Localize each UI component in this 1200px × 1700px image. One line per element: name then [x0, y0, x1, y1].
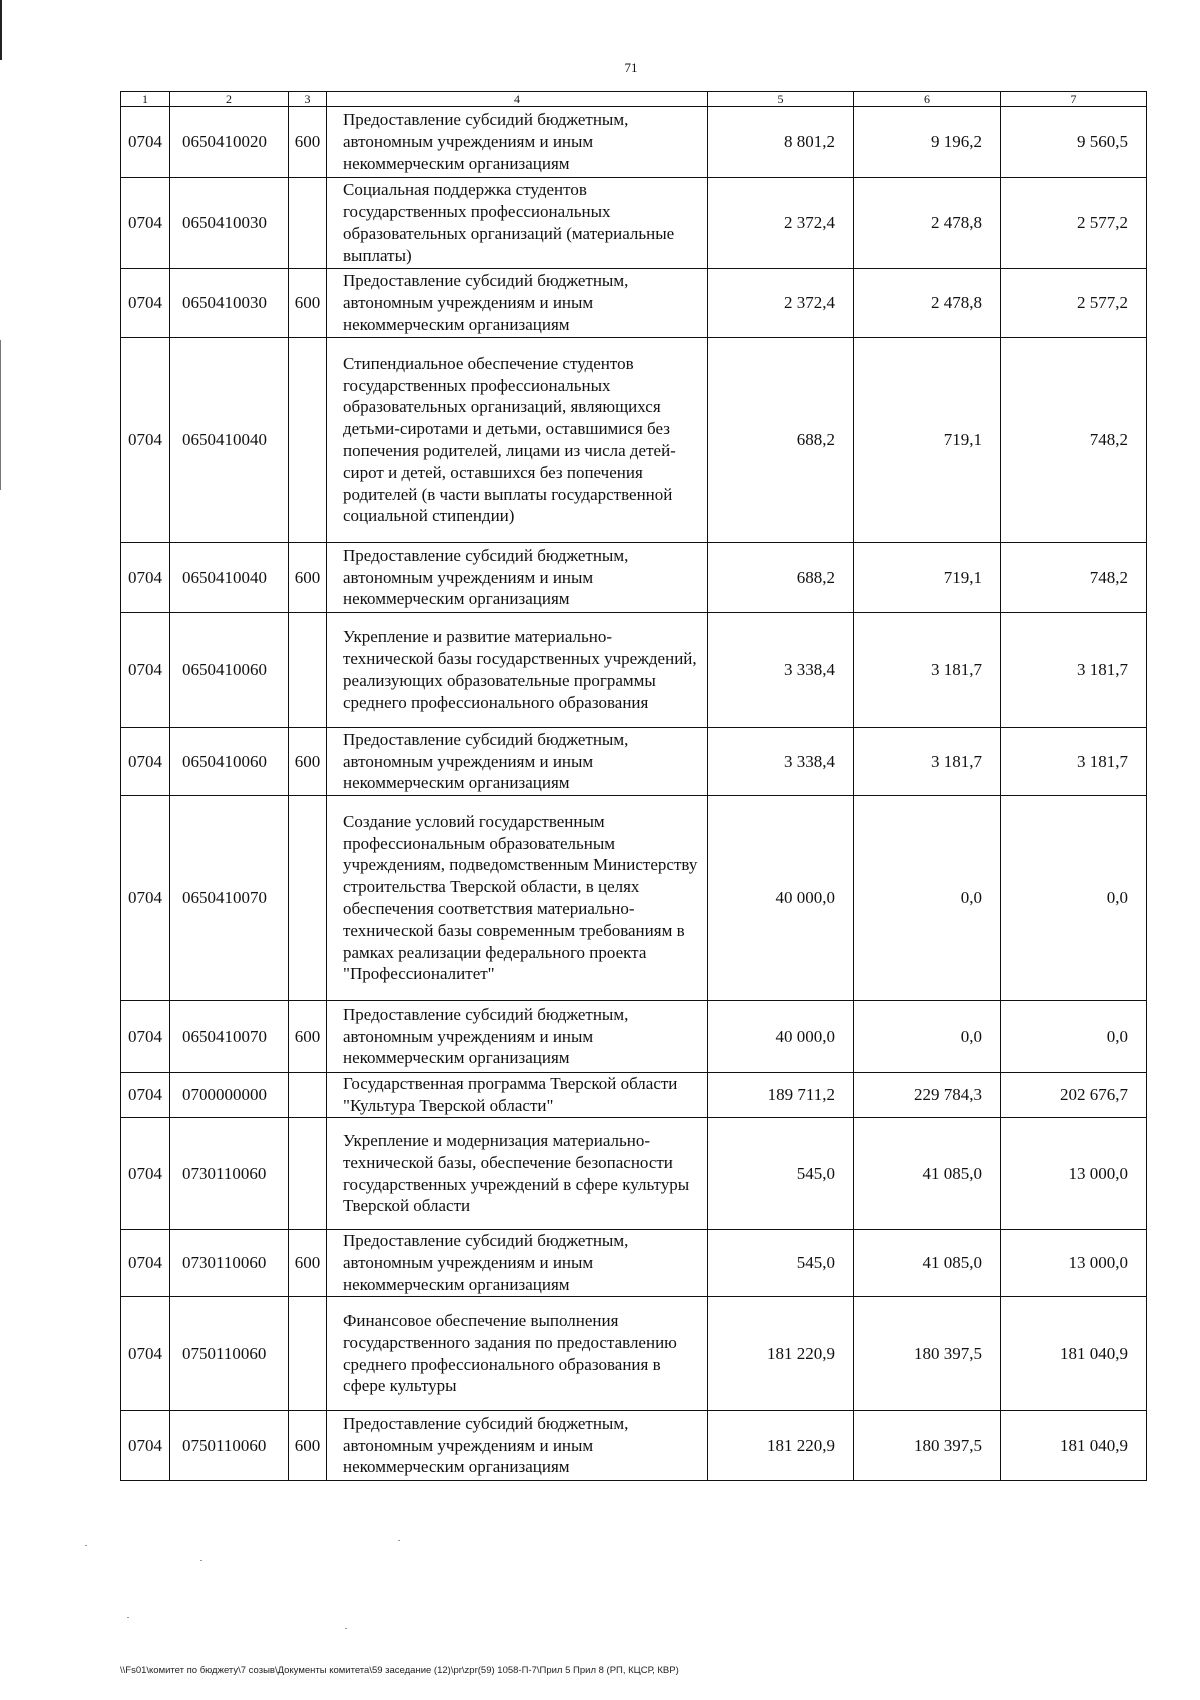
- amount-year2-cell: 229 784,3: [854, 1073, 1001, 1118]
- amount-year2-cell: 0,0: [854, 1001, 1001, 1073]
- item-name-cell: Укрепление и развитие материально-технической базы государственных учреждений, реализующих образовательные программы среднего профессионального образования: [327, 613, 708, 728]
- item-name-cell: Предоставление субсидий бюджетным, автономным учреждениям и иным некоммерческим организациям: [327, 1411, 708, 1481]
- target-article-cell: 0730110060: [170, 1230, 289, 1297]
- scan-speck: [85, 1545, 87, 1546]
- expense-type-cell: 600: [289, 543, 327, 613]
- item-name-cell: Предоставление субсидий бюджетным, автономным учреждениям и иным некоммерческим организациям: [327, 1230, 708, 1297]
- table-row: [121, 796, 1147, 1001]
- target-article-cell: 0730110060: [170, 1118, 289, 1230]
- column-header-2: 2: [170, 92, 289, 107]
- amount-year1-cell: 181 220,9: [708, 1411, 854, 1481]
- scan-speck: [127, 1617, 129, 1618]
- expense-type-cell: [289, 1297, 327, 1411]
- table-row: [121, 269, 1147, 338]
- expense-type-cell: 600: [289, 1230, 327, 1297]
- amount-year3-cell: 748,2: [1001, 543, 1147, 613]
- section-cell: 0704: [121, 1001, 170, 1073]
- expense-type-cell: 600: [289, 1411, 327, 1481]
- target-article-cell: 0650410030: [170, 269, 289, 338]
- expense-type-cell: [289, 613, 327, 728]
- item-name-cell: Создание условий государственным профессиональным образовательным учреждениям, подведомственным Министерству строительства Тверской области, в целях обеспечения соответствия материально-технической базы современным требованиям в рамках реализации федерального проекта "Профессионалитет": [327, 796, 708, 1001]
- amount-year1-cell: 8 801,2: [708, 107, 854, 178]
- section-cell: 0704: [121, 728, 170, 796]
- expense-type-cell: 600: [289, 269, 327, 338]
- amount-year3-cell: 13 000,0: [1001, 1118, 1147, 1230]
- amount-year3-cell: 748,2: [1001, 338, 1147, 543]
- section-cell: 0704: [121, 338, 170, 543]
- expense-type-cell: [289, 1118, 327, 1230]
- amount-year1-cell: 189 711,2: [708, 1073, 854, 1118]
- expense-type-cell: 600: [289, 728, 327, 796]
- column-header-5: 5: [708, 92, 854, 107]
- amount-year2-cell: 719,1: [854, 543, 1001, 613]
- expense-type-cell: 600: [289, 1001, 327, 1073]
- target-article-cell: 0650410020: [170, 107, 289, 178]
- scan-edge-mark: [0, 340, 1, 490]
- table-row: [121, 1230, 1147, 1297]
- amount-year2-cell: 180 397,5: [854, 1297, 1001, 1411]
- section-cell: 0704: [121, 1073, 170, 1118]
- section-cell: 0704: [121, 178, 170, 269]
- item-name-cell: Стипендиальное обеспечение студентов государственных профессиональных образовательных организаций, являющихся детьми-сиротами и детьми, оставшимися без попечения родителей, лицами из числа детей-сирот и детей, оставшихся без попечения родителей (в части выплаты государственной социальной стипендии): [327, 338, 708, 543]
- section-cell: 0704: [121, 1297, 170, 1411]
- amount-year3-cell: 3 181,7: [1001, 613, 1147, 728]
- item-name-cell: Предоставление субсидий бюджетным, автономным учреждениям и иным некоммерческим организациям: [327, 728, 708, 796]
- section-cell: 0704: [121, 543, 170, 613]
- amount-year2-cell: 2 478,8: [854, 269, 1001, 338]
- amount-year3-cell: 0,0: [1001, 796, 1147, 1001]
- amount-year2-cell: 41 085,0: [854, 1230, 1001, 1297]
- target-article-cell: 0650410070: [170, 1001, 289, 1073]
- target-article-cell: 0750110060: [170, 1297, 289, 1411]
- amount-year1-cell: 3 338,4: [708, 613, 854, 728]
- amount-year1-cell: 545,0: [708, 1230, 854, 1297]
- section-cell: 0704: [121, 269, 170, 338]
- scan-speck: [200, 1560, 202, 1561]
- amount-year2-cell: 41 085,0: [854, 1118, 1001, 1230]
- section-cell: 0704: [121, 1118, 170, 1230]
- amount-year2-cell: 3 181,7: [854, 613, 1001, 728]
- item-name-cell: Укрепление и модернизация материально-технической базы, обеспечение безопасности государственных учреждений в сфере культуры Тверской области: [327, 1118, 708, 1230]
- item-name-cell: Социальная поддержка студентов государственных профессиональных образовательных организаций (материальные выплаты): [327, 178, 708, 269]
- amount-year3-cell: 181 040,9: [1001, 1411, 1147, 1481]
- amount-year1-cell: 688,2: [708, 338, 854, 543]
- item-name-cell: Государственная программа Тверской области "Культура Тверской области": [327, 1073, 708, 1118]
- amount-year2-cell: 180 397,5: [854, 1411, 1001, 1481]
- column-header-4: 4: [327, 92, 708, 107]
- amount-year2-cell: 0,0: [854, 796, 1001, 1001]
- table-row: [121, 338, 1147, 543]
- amount-year3-cell: 181 040,9: [1001, 1297, 1147, 1411]
- amount-year1-cell: 40 000,0: [708, 1001, 854, 1073]
- amount-year1-cell: 181 220,9: [708, 1297, 854, 1411]
- page-number: 71: [624, 60, 638, 75]
- target-article-cell: 0650410060: [170, 728, 289, 796]
- table-row: [121, 1297, 1147, 1411]
- item-name-cell: Финансовое обеспечение выполнения государственного задания по предоставлению среднего профессионального образования в сфере культуры: [327, 1297, 708, 1411]
- amount-year1-cell: 2 372,4: [708, 178, 854, 269]
- header-row: [121, 92, 1147, 107]
- section-cell: 0704: [121, 1411, 170, 1481]
- amount-year1-cell: 545,0: [708, 1118, 854, 1230]
- target-article-cell: 0650410070: [170, 796, 289, 1001]
- amount-year1-cell: 688,2: [708, 543, 854, 613]
- amount-year2-cell: 3 181,7: [854, 728, 1001, 796]
- scan-edge-mark: [0, 0, 2, 60]
- amount-year2-cell: 719,1: [854, 338, 1001, 543]
- file-path-footer: \\Fs01\комитет по бюджету\7 созыв\Документы комитета\59 заседание (12)\pr\zpr(59) 1058-П-7\Прил 5 Прил 8 (РП, КЦСР, КВР): [120, 1665, 679, 1676]
- target-article-cell: 0700000000: [170, 1073, 289, 1118]
- amount-year3-cell: 202 676,7: [1001, 1073, 1147, 1118]
- amount-year3-cell: 2 577,2: [1001, 178, 1147, 269]
- amount-year3-cell: 9 560,5: [1001, 107, 1147, 178]
- amount-year1-cell: 2 372,4: [708, 269, 854, 338]
- column-header-7: 7: [1001, 92, 1147, 107]
- column-header-6: 6: [854, 92, 1001, 107]
- item-name-cell: Предоставление субсидий бюджетным, автономным учреждениям и иным некоммерческим организациям: [327, 107, 708, 178]
- column-header-3: 3: [289, 92, 327, 107]
- amount-year3-cell: 2 577,2: [1001, 269, 1147, 338]
- table-row: [121, 613, 1147, 728]
- table-row: [121, 543, 1147, 613]
- item-name-cell: Предоставление субсидий бюджетным, автономным учреждениям и иным некоммерческим организациям: [327, 1001, 708, 1073]
- amount-year3-cell: 3 181,7: [1001, 728, 1147, 796]
- table-row: [121, 107, 1147, 178]
- target-article-cell: 0650410040: [170, 543, 289, 613]
- section-cell: 0704: [121, 1230, 170, 1297]
- expense-type-cell: [289, 796, 327, 1001]
- table-row: [121, 1118, 1147, 1230]
- target-article-cell: 0750110060: [170, 1411, 289, 1481]
- amount-year3-cell: 13 000,0: [1001, 1230, 1147, 1297]
- amount-year2-cell: 2 478,8: [854, 178, 1001, 269]
- table-row: [121, 1001, 1147, 1073]
- section-cell: 0704: [121, 613, 170, 728]
- amount-year3-cell: 0,0: [1001, 1001, 1147, 1073]
- section-cell: 0704: [121, 796, 170, 1001]
- column-header-1: 1: [121, 92, 170, 107]
- item-name-cell: Предоставление субсидий бюджетным, автономным учреждениям и иным некоммерческим организациям: [327, 269, 708, 338]
- target-article-cell: 0650410030: [170, 178, 289, 269]
- expense-type-cell: [289, 338, 327, 543]
- expense-type-cell: [289, 178, 327, 269]
- expense-type-cell: 600: [289, 107, 327, 178]
- table-row: [121, 178, 1147, 269]
- amount-year1-cell: 40 000,0: [708, 796, 854, 1001]
- target-article-cell: 0650410040: [170, 338, 289, 543]
- scan-speck: [345, 1628, 347, 1629]
- table-row: [121, 1411, 1147, 1481]
- scan-speck: [398, 1540, 400, 1541]
- amount-year1-cell: 3 338,4: [708, 728, 854, 796]
- amount-year2-cell: 9 196,2: [854, 107, 1001, 178]
- item-name-cell: Предоставление субсидий бюджетным, автономным учреждениям и иным некоммерческим организациям: [327, 543, 708, 613]
- budget-table: [120, 91, 1147, 1481]
- target-article-cell: 0650410060: [170, 613, 289, 728]
- expense-type-cell: [289, 1073, 327, 1118]
- section-cell: 0704: [121, 107, 170, 178]
- table-row: [121, 1073, 1147, 1118]
- table-row: [121, 728, 1147, 796]
